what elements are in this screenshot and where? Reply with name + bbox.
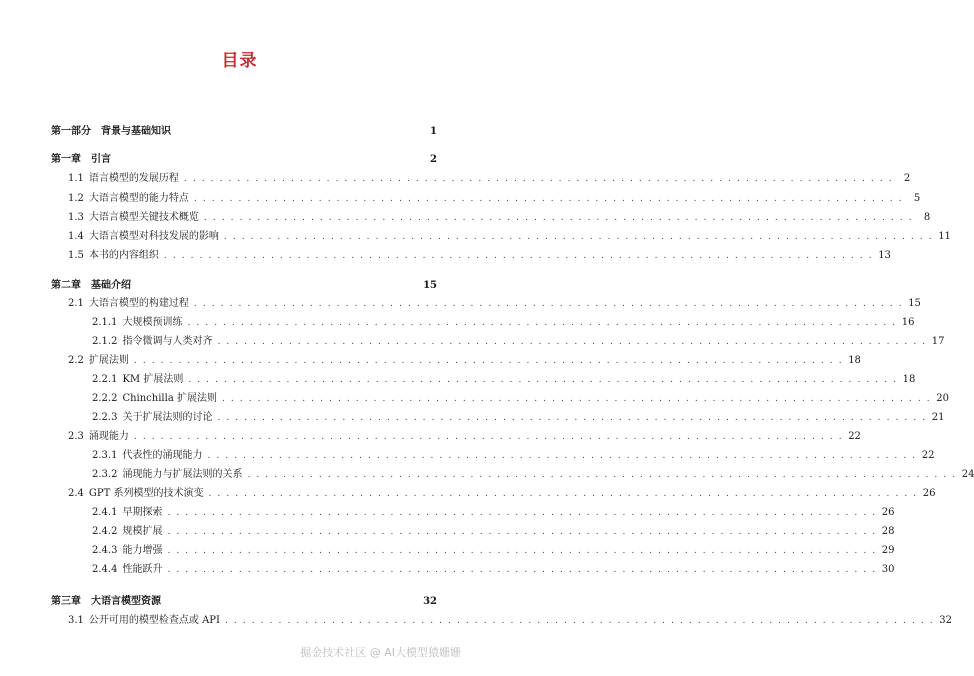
toc-entry-section[interactable] [68, 212, 931, 224]
toc-number: 第一部分 [51, 126, 91, 137]
toc-number: 3.1 [68, 615, 84, 626]
toc-label[interactable]: 能力增强 [122, 545, 163, 556]
toc-number: 1.5 [68, 250, 84, 261]
toc-number: 第三章 [51, 596, 81, 607]
toc-label[interactable]: 语言模型的发展历程 [88, 173, 179, 184]
toc-number: 2.3.2 [92, 469, 118, 480]
watermark: 掘金技术社区 @ AI大模型猿姗姗 [300, 646, 461, 659]
toc-page-number: 17 [931, 336, 945, 347]
toc-label[interactable]: 大规模预训练 [122, 317, 183, 328]
toc-leader-dots: . . . . . . . . . . . . . . . . . . . . . . . . . . . . . . . . . . . . . . . . . . . . . . . . . . . . . . . . . . . . . . . . . . . . . . . . . . . . . . . . [225, 616, 935, 626]
toc-leader-dots: . . . . . . . . . . . . . . . . . . . . . . . . . . . . . . . . . . . . . . . . . . . . . . . . . . . . . . . . . . . . . . . . . . . . . . . . . . . . . . . . [193, 194, 904, 204]
toc-number: 2.4 [68, 488, 84, 499]
toc-leader-dots: . . . . . . . . . . . . . . . . . . . . . . . . . . . . . . . . . . . . . . . . . . . . . . . . . . . . . . . . . . . . . . . . . . . . . . . . . . . . . . . . [221, 394, 932, 404]
toc-page-number: 22 [921, 450, 935, 461]
toc-leader-dots: . . . . . . . . . . . . . . . . . . . . . . . . . . . . . . . . . . . . . . . . . . . . . . . . . . . . . . . . . . . . . . . . . . . . . . . . . . . . . . . . [187, 318, 897, 328]
toc-page-number: 29 [881, 545, 895, 556]
toc-number: 1.4 [68, 231, 84, 242]
toc-page-number: 18 [848, 355, 861, 366]
toc-entry-section[interactable] [68, 173, 911, 185]
toc-number: 2.4.4 [92, 564, 118, 575]
toc-label[interactable]: 扩展法则 [88, 355, 129, 366]
toc-page-number: 15 [908, 298, 921, 309]
toc-leader-dots: . . . . . . . . . . . . . . . . . . . . . . . . . . . . . . . . . . . . . . . . . . . . . . . . . . . . . . . . . . . . . . . . . . . . . . . . . . . . . . . . [247, 470, 957, 480]
toc-entry-subsection[interactable] [92, 336, 945, 348]
toc-label[interactable]: 涌现能力与扩展法则的关系 [122, 469, 243, 480]
toc-label[interactable]: GPT 系列模型的技术演变 [88, 488, 204, 499]
toc-label[interactable]: 涌现能力 [88, 431, 129, 442]
toc-page-number: 8 [923, 212, 931, 223]
toc-entry-section[interactable] [68, 193, 921, 205]
toc-leader-dots: . . . . . . . . . . . . . . . . . . . . . . . . . . . . . . . . . . . . . . . . . . . . . . . . . . . . . . . . . . . . . . . . . . . . . . . . . . . . . . . . [193, 299, 904, 309]
toc-page-number: 26 [922, 488, 936, 499]
toc-page-number: 15 [423, 280, 437, 291]
toc-label[interactable]: 基础介绍 [91, 280, 131, 291]
toc-entry-subsection[interactable] [92, 545, 895, 557]
toc-number: 2.2.3 [92, 412, 118, 423]
toc-label[interactable]: 大语言模型的能力特点 [88, 193, 189, 204]
toc-entry-subsection[interactable] [92, 374, 916, 386]
toc-label[interactable]: 引言 [91, 154, 111, 165]
toc-label[interactable]: 公开可用的模型检查点或 API [88, 615, 220, 626]
toc-entry-subsection[interactable] [92, 564, 895, 576]
toc-number: 2.4.1 [92, 507, 118, 518]
toc-number: 1.2 [68, 193, 84, 204]
toc-leader-dots: . . . . . . . . . . . . . . . . . . . . . . . . . . . . . . . . . . . . . . . . . . . . . . . . . . . . . . . . . . . . . . . . . . . . . . . . . . . . . . . . [133, 356, 844, 366]
toc-leader-dots: . . . . . . . . . . . . . . . . . . . . . . . . . . . . . . . . . . . . . . . . . . . . . . . . . . . . . . . . . . . . . . . . . . . . . . . . . . . . . . . . [223, 232, 934, 242]
toc-leader-dots: . . . . . . . . . . . . . . . . . . . . . . . . . . . . . . . . . . . . . . . . . . . . . . . . . . . . . . . . . . . . . . . . . . . . . . . . . . . . . . . . [188, 375, 898, 385]
toc-page-number: 13 [878, 250, 891, 261]
toc-label[interactable]: KM 扩展法则 [122, 374, 184, 385]
toc-leader-dots: . . . . . . . . . . . . . . . . . . . . . . . . . . . . . . . . . . . . . . . . . . . . . . . . . . . . . . . . . . . . . . . . . . . . . . . . . . . . . . . . [133, 432, 844, 442]
toc-page-number: 18 [902, 374, 916, 385]
toc-entry-part[interactable] [51, 126, 437, 138]
toc-page-number: 28 [881, 526, 895, 537]
toc-number: 2.4.2 [92, 526, 118, 537]
toc-page-number: 32 [939, 615, 953, 626]
toc-leader-dots: . . . . . . . . . . . . . . . . . . . . . . . . . . . . . . . . . . . . . . . . . . . . . . . . . . . . . . . . . . . . . . . . . . . . . . . . . . . . . . . . [217, 337, 927, 347]
toc-leader-dots: . . . . . . . . . . . . . . . . . . . . . . . . . . . . . . . . . . . . . . . . . . . . . . . . . . . . . . . . . . . . . . . . . . . . . . . . . . . . . . . . [167, 565, 877, 575]
toc-page-number: 32 [423, 596, 437, 607]
toc-label[interactable]: Chinchilla 扩展法则 [122, 393, 217, 404]
toc-leader-dots: . . . . . . . . . . . . . . . . . . . . . . . . . . . . . . . . . . . . . . . . . . . . . . . . . . . . . . . . . . . . . . . . . . . . . . . . . . . . . . . . [208, 489, 918, 499]
toc-number: 1.1 [68, 173, 84, 184]
toc-number: 2.1 [68, 298, 84, 309]
toc-leader-dots: . . . . . . . . . . . . . . . . . . . . . . . . . . . . . . . . . . . . . . . . . . . . . . . . . . . . . . . . . . . . . . . . . . . . . . . . . . . . . . . . [167, 546, 877, 556]
toc-entry-section[interactable] [68, 250, 891, 262]
toc-entry-section[interactable] [68, 615, 953, 627]
toc-leader-dots: . . . . . . . . . . . . . . . . . . . . . . . . . . . . . . . . . . . . . . . . . . . . . . . . . . . . . . . . . . . . . . . . . . . . . . . . . . . . . . . . [217, 413, 927, 423]
toc-label[interactable]: 规模扩展 [122, 526, 163, 537]
toc-number: 2.3 [68, 431, 84, 442]
toc-label[interactable]: 代表性的涌现能力 [122, 450, 203, 461]
toc-number: 2.1.2 [92, 336, 118, 347]
toc-number: 2.4.3 [92, 545, 118, 556]
toc-page-number: 16 [901, 317, 915, 328]
toc-entry-section[interactable] [68, 298, 921, 310]
toc-page-number: 20 [936, 393, 949, 404]
toc-page-number: 5 [913, 193, 921, 204]
toc-page-number: 24 [961, 469, 974, 480]
toc-entry-subsection[interactable] [92, 450, 935, 462]
toc-entry-chapter[interactable] [51, 154, 437, 166]
toc-number: 2.2.2 [92, 393, 118, 404]
page-title: 目录 [221, 51, 258, 71]
toc-label[interactable]: 性能跃升 [122, 564, 163, 575]
toc-entry-subsection[interactable] [92, 393, 949, 405]
toc-entry-subsection[interactable] [92, 317, 915, 329]
toc-entry-section[interactable] [68, 355, 861, 367]
toc-entry-section[interactable] [68, 488, 936, 500]
toc-number: 2.2 [68, 355, 84, 366]
toc-page-number: 1 [430, 126, 437, 137]
toc-leader-dots: . . . . . . . . . . . . . . . . . . . . . . . . . . . . . . . . . . . . . . . . . . . . . . . . . . . . . . . . . . . . . . . . . . . . . . . . . . . . . . . . [203, 213, 914, 223]
toc-entry-section[interactable] [68, 431, 861, 443]
toc-entry-subsection[interactable] [92, 469, 974, 481]
toc-number: 第二章 [51, 280, 81, 291]
toc-page-number: 22 [848, 431, 861, 442]
toc-entry-subsection[interactable] [92, 526, 895, 538]
toc-leader-dots: . . . . . . . . . . . . . . . . . . . . . . . . . . . . . . . . . . . . . . . . . . . . . . . . . . . . . . . . . . . . . . . . . . . . . . . . . . . . . . . . [163, 251, 874, 261]
toc-label[interactable]: 大语言模型的构建过程 [88, 298, 189, 309]
toc-label[interactable]: 背景与基础知识 [101, 126, 171, 137]
toc-label[interactable]: 本书的内容组织 [88, 250, 159, 261]
toc-number: 第一章 [51, 154, 81, 165]
toc-leader-dots: . . . . . . . . . . . . . . . . . . . . . . . . . . . . . . . . . . . . . . . . . . . . . . . . . . . . . . . . . . . . . . . . . . . . . . . . . . . . . . . . [183, 174, 894, 184]
toc-leader-dots: . . . . . . . . . . . . . . . . . . . . . . . . . . . . . . . . . . . . . . . . . . . . . . . . . . . . . . . . . . . . . . . . . . . . . . . . . . . . . . . . [207, 451, 917, 461]
toc-entry-section[interactable] [68, 231, 951, 243]
toc-page-number: 30 [881, 564, 895, 575]
toc-entry-chapter[interactable] [51, 280, 437, 292]
toc-page-number: 21 [931, 412, 945, 423]
toc-page-number: 26 [881, 507, 895, 518]
toc-label[interactable]: 关于扩展法则的讨论 [122, 412, 213, 423]
toc-number: 2.1.1 [92, 317, 118, 328]
toc-leader-dots: . . . . . . . . . . . . . . . . . . . . . . . . . . . . . . . . . . . . . . . . . . . . . . . . . . . . . . . . . . . . . . . . . . . . . . . . . . . . . . . . [167, 527, 877, 537]
toc-label[interactable]: 大语言模型资源 [91, 596, 161, 607]
toc-page-number: 2 [430, 154, 437, 165]
toc-number: 2.2.1 [92, 374, 118, 385]
toc-page-number: 2 [903, 173, 911, 184]
toc-entry-subsection[interactable] [92, 412, 945, 424]
toc-label[interactable]: 指令微调与人类对齐 [122, 336, 213, 347]
toc-leader-dots: . . . . . . . . . . . . . . . . . . . . . . . . . . . . . . . . . . . . . . . . . . . . . . . . . . . . . . . . . . . . . . . . . . . . . . . . . . . . . . . . [167, 508, 877, 518]
toc-label[interactable]: 大语言模型对科技发展的影响 [88, 231, 219, 242]
toc-number: 2.3.1 [92, 450, 118, 461]
toc-entry-chapter[interactable] [51, 596, 437, 608]
toc-entry-subsection[interactable] [92, 507, 895, 519]
toc-label[interactable]: 大语言模型关键技术概览 [88, 212, 199, 223]
toc-label[interactable]: 早期探索 [122, 507, 163, 518]
toc-page-number: 11 [938, 231, 951, 242]
toc-number: 1.3 [68, 212, 84, 223]
